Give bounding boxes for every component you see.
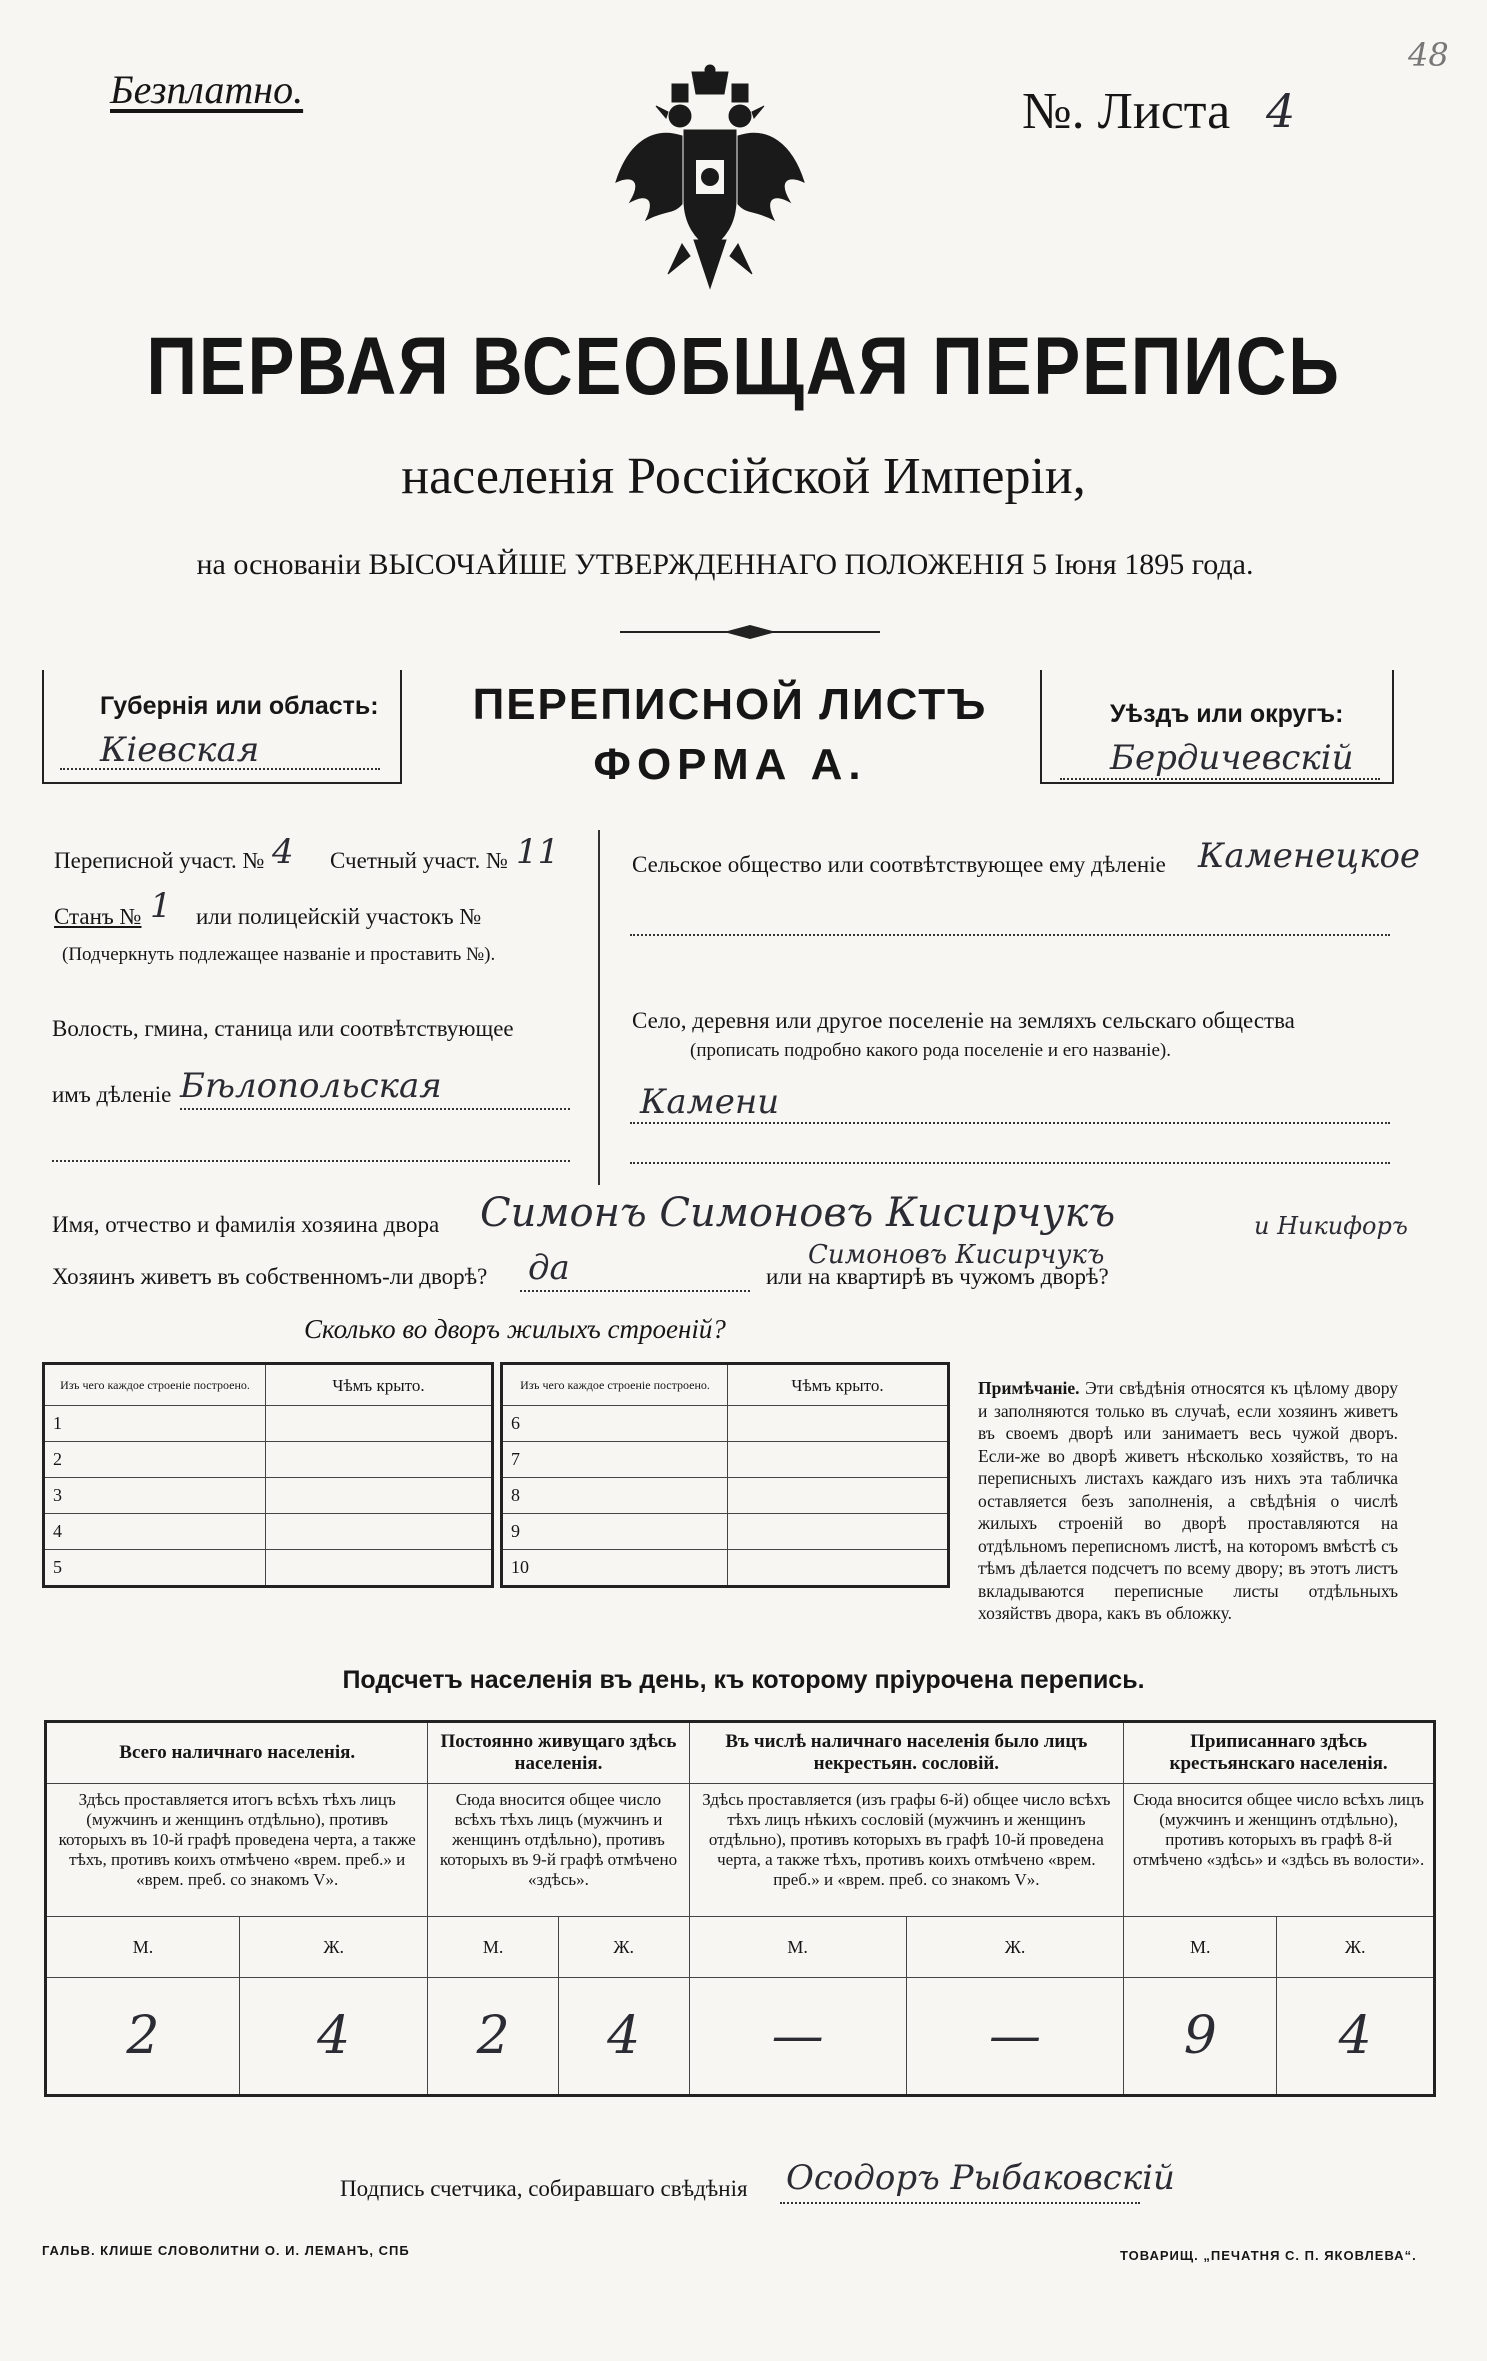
own-yard-dotted-line (520, 1290, 750, 1292)
form-label: ФОРМА А. (593, 740, 867, 789)
empty-cell (728, 1442, 949, 1478)
non-peasant-female-value: — (906, 1978, 1123, 2096)
census-title: ПЕРВАЯ ВСЕОБЩАЯ ПЕРЕПИСЬ (146, 321, 1341, 412)
population-table (44, 1720, 1436, 2097)
stan-label: Станъ № (54, 904, 142, 929)
province-value: Кіевская (100, 730, 260, 770)
legal-basis: на основаніи ВЫСОЧАЙШЕ УТВЕРЖДЕННАГО ПОЛОЖЕНІЯ 5 Іюня 1895 года. (196, 548, 1254, 581)
population-title: Подсчетъ населенія въ день, къ которому пріурочена перепись. (342, 1666, 1145, 1694)
province-label: Губернія или область: (100, 692, 379, 720)
permanent-male-value: 2 (428, 1978, 559, 2096)
note-block (978, 1377, 1398, 1625)
empty-cell (728, 1550, 949, 1587)
registered-male-value: 9 (1124, 1978, 1277, 2096)
owner-name-value: Симонъ Симоновъ Кисирчукъ (480, 1190, 1116, 1236)
empty-cell (266, 1550, 493, 1587)
empty-cell (728, 1406, 949, 1442)
village-value: Камени (640, 1082, 780, 1122)
row-number: 5 (44, 1550, 266, 1587)
society-value: Каменецкое (1198, 836, 1421, 876)
signature-label: Подпись счетчика, собиравшаго свѣдѣнія (340, 2176, 748, 2201)
permanent-female-value: 4 (558, 1978, 689, 2096)
male-label: М. (689, 1917, 906, 1978)
row-number: 10 (502, 1550, 728, 1587)
dwellings-label: Сколько во дворъ жилыхъ строеній? (304, 1314, 726, 1344)
buildings-table-left (42, 1362, 494, 1588)
sheet-number-label: №. Листа (1022, 83, 1231, 140)
row-number: 9 (502, 1514, 728, 1550)
free-label: Безплатно. (110, 67, 304, 112)
sheet-number-value: 4 (1266, 84, 1296, 138)
col-non-peasant-desc: Здѣсь проставляется (изъ графы 6-й) общее число всѣхъ тѣхъ лицъ нѣкихъ сословій (мужчинъ и женщинъ отдѣльно), противъ которыхъ въ графѣ 10-й проведена черта, а также тѣхъ, противъ коихъ отмѣчено «врем. преб.» и «врем. преб. со знакомъ V». (689, 1784, 1124, 1917)
row-number: 1 (44, 1406, 266, 1442)
buildings-table-right (500, 1362, 950, 1588)
row-number: 4 (44, 1514, 266, 1550)
row-number: 3 (44, 1478, 266, 1514)
table-row (502, 1550, 949, 1587)
police-label: или полицейскій участокъ № (196, 904, 482, 929)
table-row (44, 1442, 493, 1478)
corner-mark: 48 (1408, 36, 1449, 74)
stan-value: 1 (150, 886, 172, 926)
female-label: Ж. (558, 1917, 689, 1978)
row-number: 8 (502, 1478, 728, 1514)
count-district-value: 11 (516, 832, 560, 872)
col-permanent-header: Постоянно живущаго здѣсь населенія. (428, 1722, 689, 1784)
volost-dotted-line-2 (52, 1160, 570, 1162)
table-row (44, 1478, 493, 1514)
footer-left: ГАЛЬВ. КЛИШЕ СЛОВОЛИТНИ О. И. ЛЕМАНЪ, СПБ (42, 2243, 410, 2258)
census-subtitle: населенія Россійской Имперіи, (401, 448, 1086, 505)
volost-label: Волость, гмина, станица или соотвѣтствующее (52, 1016, 514, 1041)
female-label: Ж. (906, 1917, 1123, 1978)
empty-cell (266, 1514, 493, 1550)
col-total-desc: Здѣсь проставляется итогъ всѣхъ тѣхъ лицъ (мужчинъ и женщинъ отдѣльно), противъ которыхъ въ 10-й графѣ проведена черта, а также тѣхъ, противъ коихъ отмѣчено «врем. преб.» и «врем. преб. со знакомъ V». (46, 1784, 428, 1917)
signature-value: Осодоръ Рыбаковскій (786, 2158, 1175, 2198)
imperial-eagle-emblem (612, 64, 808, 300)
own-yard-label: Хозяинъ живетъ въ собственномъ-ли дворѣ? (52, 1264, 488, 1289)
volost-dotted-line (180, 1108, 570, 1110)
table-row (502, 1442, 949, 1478)
table-row (502, 1514, 949, 1550)
society-label: Сельское общество или соотвѣтствующее ему дѣленіе (632, 852, 1166, 877)
own-yard-value: да (528, 1248, 570, 1288)
count-district-label: Счетный участ. № (330, 848, 508, 873)
col-permanent-desc: Сюда вносится общее число всѣхъ тѣхъ лицъ (мужчинъ и женщинъ отдѣльно), противъ которыхъ въ 9-й графѣ отмѣчено «здѣсь». (428, 1784, 689, 1917)
row-number: 2 (44, 1442, 266, 1478)
fields-divider (598, 830, 600, 1185)
male-label: М. (46, 1917, 240, 1978)
col-roof-header: Чѣмъ крыто. (266, 1364, 493, 1406)
empty-cell (266, 1478, 493, 1514)
note-text: Эти свѣдѣнія относятся къ цѣлому двору и заполняются только въ случаѣ, если хозяинъ живетъ въ своемъ дворѣ или занимаетъ весь чужой дворъ. Если-же во дворѣ живетъ нѣсколько хозяйствъ, то на переписныхъ листахъ каждаго изъ нихъ эта табличка оставляется безъ заполненія, а свѣдѣнія о числѣ жилыхъ строеній во дворѣ проставляются на отдѣльномъ переписномъ листѣ, на которомъ вмѣстѣ съ тѣмъ дѣлается подсчетъ по всему двору; въ этотъ листъ вкладываются переписные листы отдѣльныхъ хозяйствъ двора, какъ въ обложку. (978, 1378, 1399, 1623)
note-title: Примѣчаніе. (978, 1378, 1080, 1398)
female-label: Ж. (1277, 1917, 1435, 1978)
empty-cell (266, 1406, 493, 1442)
society-dotted-line (630, 934, 1390, 936)
county-label: Уѣздъ или округъ: (1110, 700, 1344, 728)
empty-cell (728, 1478, 949, 1514)
registered-female-value: 4 (1277, 1978, 1435, 2096)
table-row (44, 1550, 493, 1587)
owner-name-value-extra: и Никифоръ (1254, 1212, 1408, 1240)
census-district-label: Переписной участ. № (54, 848, 265, 873)
table-row (44, 1406, 493, 1442)
sheet-title: ПЕРЕПИСНОЙ ЛИСТЪ (472, 680, 988, 729)
ornament-divider (620, 624, 880, 640)
footer-right: ТОВАРИЩ. „ПЕЧАТНЯ С. П. ЯКОВЛЕВА“. (1120, 2248, 1417, 2263)
county-value: Бердичевскій (1110, 738, 1354, 778)
table-row (502, 1406, 949, 1442)
total-female-value: 4 (239, 1978, 427, 2096)
male-label: М. (1124, 1917, 1277, 1978)
table-row (44, 1514, 493, 1550)
signature-dotted-line (780, 2202, 1140, 2204)
volost-value: Бѣлопольская (180, 1066, 442, 1106)
stan-note: (Подчеркнуть подлежащее названіе и проставить №). (62, 944, 496, 965)
owner-name-value-2: Симоновъ Кисирчукъ (808, 1240, 1105, 1270)
owner-name-label: Имя, отчество и фамилія хозяина двора (52, 1212, 440, 1237)
non-peasant-male-value: — (689, 1978, 906, 2096)
male-label: М. (428, 1917, 559, 1978)
village-label: Село, деревня или другое поселеніе на земляхъ сельскаго общества (632, 1008, 1295, 1033)
county-dotted-line (1060, 778, 1380, 780)
empty-cell (266, 1442, 493, 1478)
col-total-header: Всего наличнаго населенія. (46, 1722, 428, 1784)
col-material-header: Изъ чего каждое строеніе построено. (502, 1364, 728, 1406)
row-number: 6 (502, 1406, 728, 1442)
table-row (502, 1478, 949, 1514)
row-number: 7 (502, 1442, 728, 1478)
village-note: (прописать подробно какого рода поселеніе и его названіе). (690, 1040, 1171, 1061)
empty-cell (728, 1514, 949, 1550)
col-roof-header: Чѣмъ крыто. (728, 1364, 949, 1406)
village-dotted-line-2 (630, 1162, 1390, 1164)
col-non-peasant-header: Въ числѣ наличнаго населенія было лицъ некрестьян. сословій. (689, 1722, 1124, 1784)
col-registered-header: Приписаннаго здѣсь крестьянскаго населенія. (1124, 1722, 1435, 1784)
col-registered-desc: Сюда вносится общее число всѣхъ лицъ (мужчинъ и женщинъ отдѣльно), противъ которыхъ въ графѣ 8-й отмѣчено «здѣсь» и «здѣсь въ волости». (1124, 1784, 1435, 1917)
volost-label-2: имъ дѣленіе (52, 1082, 172, 1107)
rented-label: или на квартирѣ въ чужомъ дворѣ? (766, 1264, 1109, 1289)
village-dotted-line (630, 1122, 1390, 1124)
total-male-value: 2 (46, 1978, 240, 2096)
female-label: Ж. (239, 1917, 427, 1978)
census-district-value: 4 (272, 832, 294, 872)
col-material-header: Изъ чего каждое строеніе построено. (44, 1364, 266, 1406)
province-dotted-line (60, 768, 380, 770)
